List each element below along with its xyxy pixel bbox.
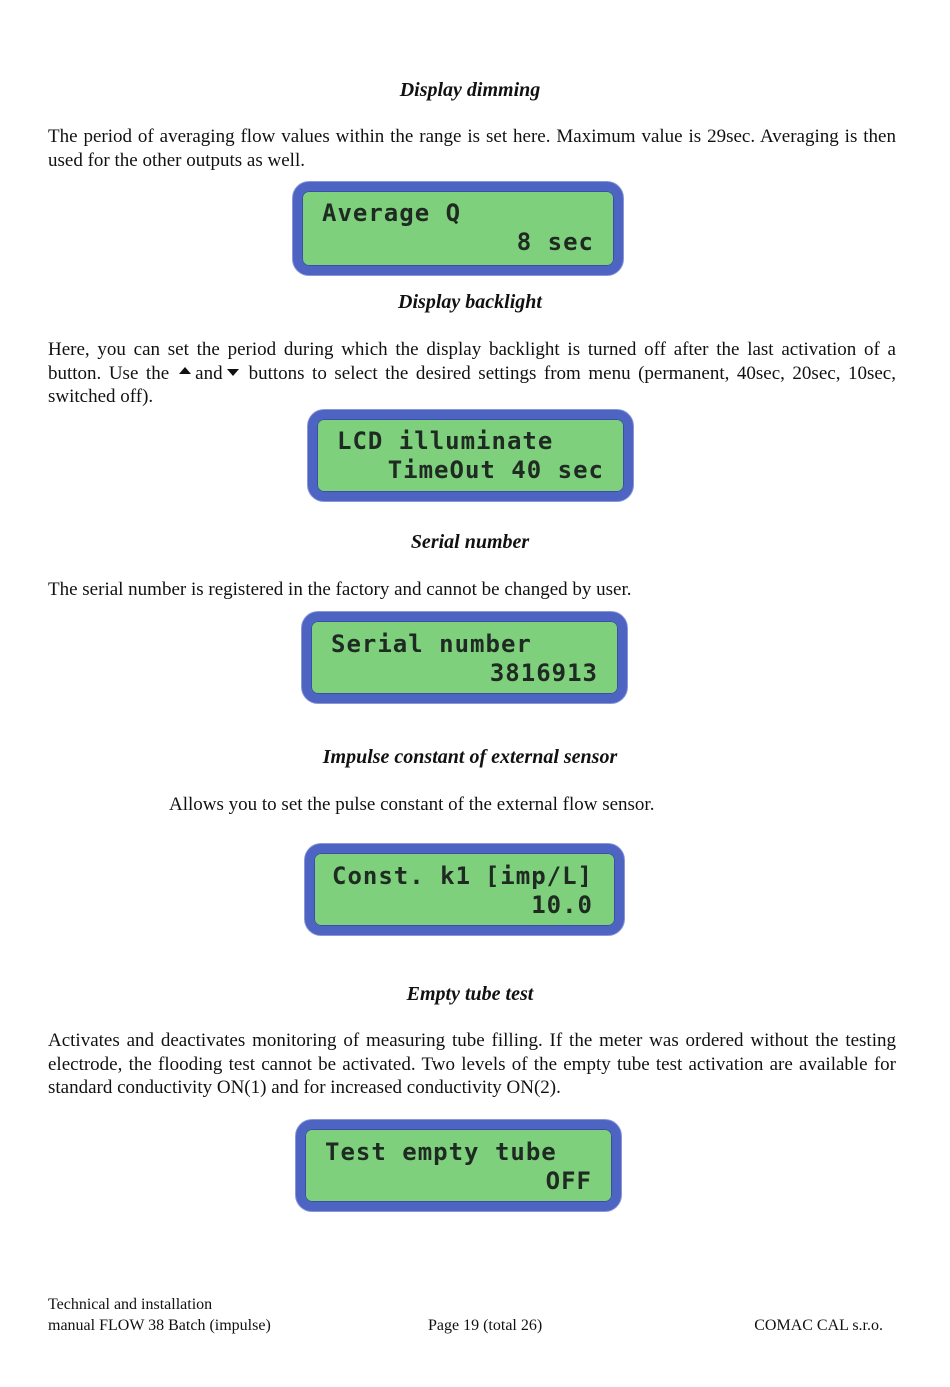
section-heading-display-backlight: Display backlight	[398, 291, 542, 313]
lcd-display-impulse-constant	[305, 844, 624, 935]
paragraph-serial-number: The serial number is registered in the factory and cannot be changed by user.	[48, 579, 632, 600]
lcd-line-1: Test empty tube	[325, 1138, 557, 1166]
lcd-line-2: TimeOut 40 sec	[387, 456, 604, 484]
paragraph-empty-tube-test: Activates and deactivates monitoring of measuring tube filling. If the meter was ordered without the testing electrode, the flooding test cannot be activated. Two levels of the empty tube test activation are available for standard conductivity ON(1) and for increased conductivity ON(2).	[48, 1030, 896, 1098]
section-heading-impulse-constant: Impulse constant of external sensor	[322, 746, 618, 768]
footer-page-number: Page 19 (total 26)	[428, 1317, 543, 1334]
lcd-line-1: Average Q	[322, 199, 462, 227]
paragraph-text-before: Here, you can set the period during which the display backlight is turned off after the last activation of a button. Use the	[48, 339, 896, 384]
lcd-line-2: 10.0	[531, 891, 593, 919]
paragraph-display-backlight	[48, 338, 896, 409]
lcd-line-2: 3816913	[489, 659, 598, 687]
lcd-display-illuminate	[308, 410, 633, 501]
lcd-line-1: LCD illuminate	[337, 427, 554, 455]
section-heading-empty-tube-test: Empty tube test	[406, 983, 534, 1005]
lcd-display-average-q	[293, 182, 623, 275]
footer-left-line-1: Technical and installation	[48, 1296, 213, 1313]
arrow-down-icon	[227, 369, 239, 376]
paragraph-impulse-constant: Allows you to set the pulse constant of the external flow sensor.	[169, 794, 655, 815]
lcd-display-empty-tube	[296, 1120, 621, 1211]
lcd-line-1-left: Const. k1	[332, 862, 472, 890]
paragraph-display-dimming: The period of averaging flow values within the range is set here. Maximum value is 29sec. Averaging is then used for the other outputs as well.	[48, 126, 896, 171]
lcd-line-2: OFF	[545, 1167, 592, 1195]
footer-company: COMAC CAL s.r.o.	[754, 1317, 883, 1334]
lcd-line-1-right: [imp/L]	[484, 862, 593, 890]
lcd-line-2: 8 sec	[516, 228, 594, 256]
paragraph-text-after: buttons to select the desired settings from menu (permanent, 40sec, 20sec, 10sec, switched off).	[48, 362, 896, 407]
paragraph-text-and: and	[195, 362, 223, 384]
lcd-line-1: Serial number	[331, 630, 532, 658]
section-heading-serial-number: Serial number	[410, 531, 530, 553]
section-heading-display-dimming: Display dimming	[399, 79, 541, 101]
arrow-up-icon	[179, 367, 191, 374]
lcd-display-serial-number	[302, 612, 627, 703]
footer-left-line-2: manual FLOW 38 Batch (impulse)	[48, 1317, 271, 1334]
